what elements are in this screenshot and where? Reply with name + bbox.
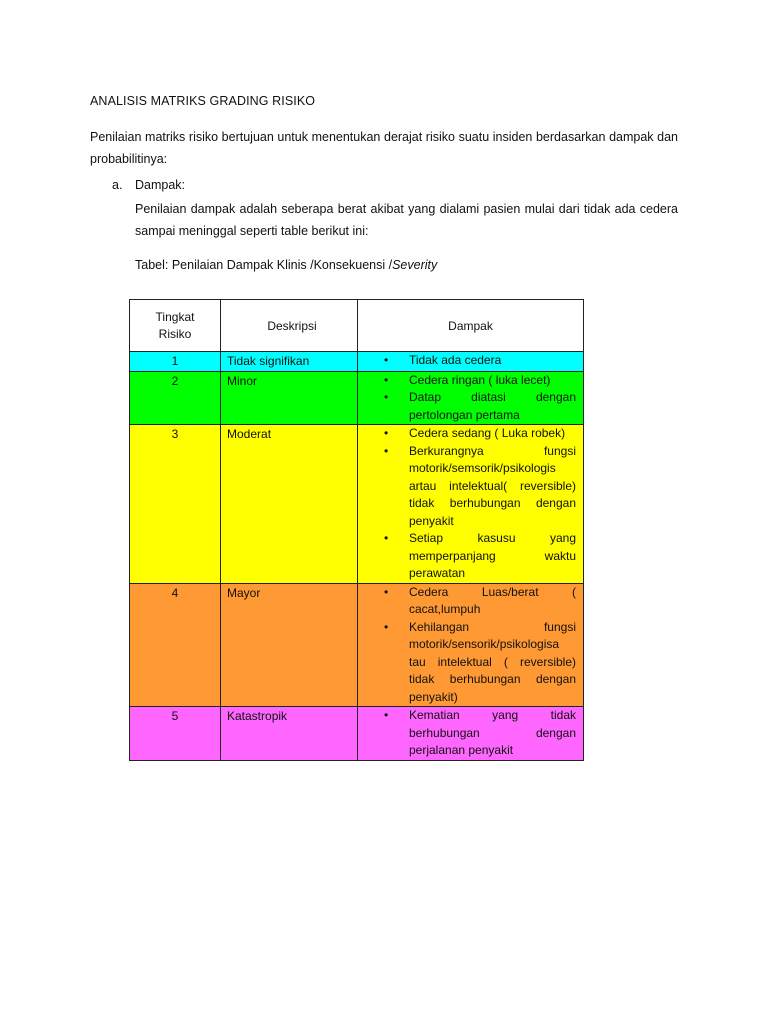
caption-text: Tabel: Penilaian Dampak Klinis /Konsekuensi /: [135, 258, 393, 272]
impact-item: • Kehilangan fungsi motorik/sensorik/psikologisa tau intelektual ( reversible) tidak berhubungan dengan penyakit): [358, 619, 576, 707]
impact-item: • Datap diatasi dengan pertolongan pertama: [358, 389, 576, 424]
risk-level-cell: [130, 707, 221, 761]
risk-level-cell: [130, 425, 221, 584]
impact-list: [358, 372, 583, 425]
table-row: [130, 583, 584, 707]
risk-level: 5: [171, 709, 179, 723]
header-description: Deskripsi: [221, 300, 358, 352]
impact-cell: [358, 352, 584, 372]
impact-item: • Kematian yang tidak berhubungan dengan perjalanan penyakit: [358, 707, 576, 760]
list-item-heading: Dampak:: [135, 178, 186, 192]
risk-level: 4: [171, 585, 179, 600]
risk-description: Moderat: [227, 427, 272, 441]
header-level: [130, 300, 221, 352]
table-row: [130, 371, 584, 425]
impact-cell: [358, 583, 584, 707]
risk-level: 1: [171, 354, 179, 368]
risk-level: 3: [171, 427, 179, 441]
list-item-text: Penilaian dampak adalah seberapa berat akibat yang dialami pasien mulai dari tidak ada cedera sampai meninggal seperti table berikut ini:: [135, 202, 678, 238]
risk-level-cell: [130, 352, 221, 372]
document-title: ANALISIS MATRIKS GRADING RISIKO: [90, 94, 316, 108]
impact-list: [358, 352, 583, 370]
impact-cell: [358, 371, 584, 425]
intro-paragraph: Penilaian matriks risiko bertujuan untuk menentukan derajat risiko suatu insiden berdasarkan dampak dan probabilitinya:: [90, 130, 678, 166]
risk-level-cell: [130, 583, 221, 707]
impact-cell: [358, 425, 584, 584]
header-impact: Dampak: [358, 300, 584, 352]
impact-item: • Cedera sedang ( Luka robek): [358, 425, 576, 443]
table-caption: [135, 258, 437, 272]
impact-item: • Cedera Luas/berat ( cacat,lumpuh: [358, 584, 576, 619]
impact-list: [358, 584, 583, 707]
impact-item: • Cedera ringan ( luka lecet): [358, 372, 576, 390]
impact-item: • Tidak ada cedera: [358, 352, 576, 370]
risk-impact-table: [129, 299, 584, 761]
impact-item: • Berkurangnya fungsi motorik/semsorik/psikologis artau intelektual( reversible) tidak berhubungan dengan penyakit: [358, 443, 576, 531]
description-cell: [221, 371, 358, 425]
list-marker: a.: [112, 178, 123, 192]
description-cell: [221, 707, 358, 761]
risk-description: Minor: [227, 373, 258, 388]
impact-cell: [358, 707, 584, 761]
description-cell: [221, 583, 358, 707]
risk-level-cell: [130, 371, 221, 425]
table-row: [130, 352, 584, 372]
risk-description: Mayor: [227, 585, 261, 600]
table-row: [130, 425, 584, 584]
risk-description: Tidak signifikan: [227, 354, 310, 368]
table-header-row: [130, 300, 584, 352]
risk-description: Katastropik: [227, 709, 288, 723]
risk-level: 2: [171, 373, 179, 388]
impact-list: [358, 707, 583, 760]
table-row: [130, 707, 584, 761]
caption-italic: Severity: [392, 258, 438, 272]
impact-list: [358, 425, 583, 583]
header-level-text: Tingkat Risiko: [155, 309, 195, 341]
description-cell: [221, 425, 358, 584]
description-cell: [221, 352, 358, 372]
table-body: [130, 352, 584, 761]
impact-item: • Setiap kasusu yang memperpanjang waktu perawatan: [358, 530, 576, 583]
